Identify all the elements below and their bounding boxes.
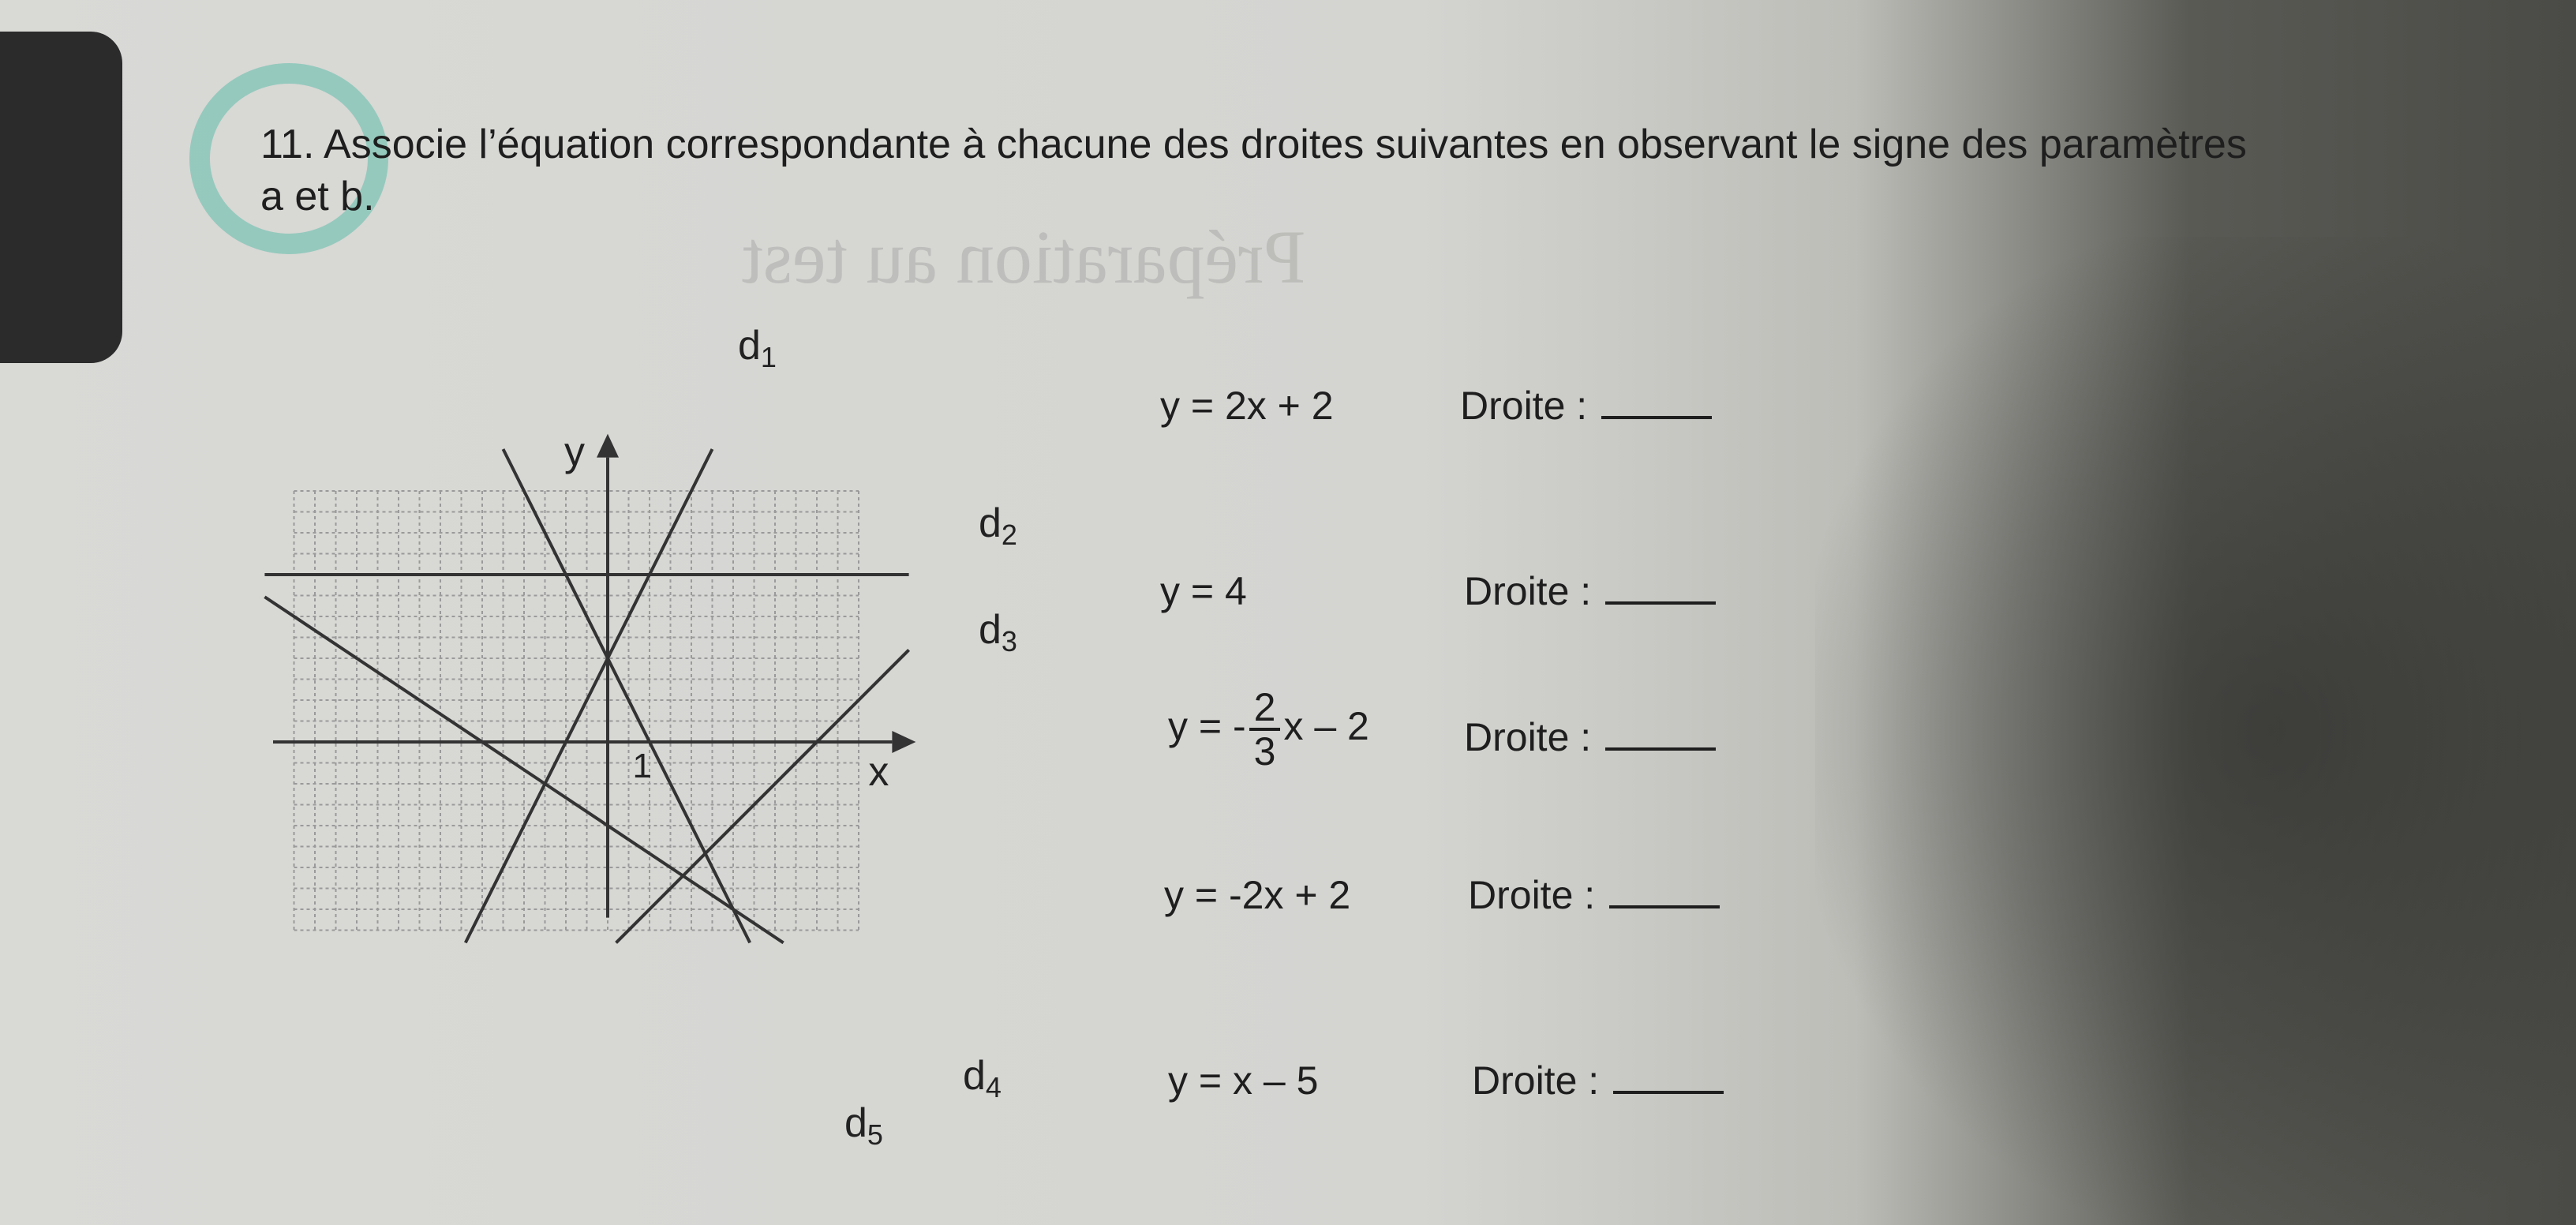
droite-label: Droite : bbox=[1460, 384, 1588, 428]
droite-answer-3[interactable] bbox=[1464, 714, 1716, 760]
answer-blank[interactable] bbox=[1609, 874, 1720, 908]
equation-5: y = x – 5 bbox=[1168, 1058, 1319, 1103]
graph-labels bbox=[564, 323, 1017, 1151]
answer-blank[interactable] bbox=[1601, 384, 1712, 419]
equation-4: y = -2x + 2 bbox=[1164, 873, 1351, 917]
droite-answer-5[interactable] bbox=[1472, 1058, 1724, 1103]
droite-label: Droite : bbox=[1464, 569, 1592, 613]
equation-prefix: y = - bbox=[1168, 704, 1246, 749]
axes bbox=[273, 434, 915, 918]
fraction bbox=[1249, 687, 1281, 772]
question-number: 11. bbox=[260, 122, 315, 167]
x-axis-label: x bbox=[868, 749, 889, 795]
fraction-numerator: 2 bbox=[1249, 687, 1281, 731]
droite-answer-2[interactable] bbox=[1464, 568, 1716, 614]
droite-label: Droite : bbox=[1472, 1058, 1600, 1103]
y-axis-label: y bbox=[564, 429, 585, 475]
y-axis-arrow bbox=[597, 434, 619, 458]
label-d3: d3 bbox=[979, 607, 1017, 657]
equation-1: y = 2x + 2 bbox=[1160, 384, 1334, 428]
answer-blank[interactable] bbox=[1605, 716, 1716, 751]
droite-label: Droite : bbox=[1468, 873, 1596, 917]
droite-answer-4[interactable] bbox=[1468, 872, 1720, 918]
droite-answer-1[interactable] bbox=[1460, 383, 1712, 429]
label-d2: d2 bbox=[979, 500, 1017, 551]
fraction-denominator: 3 bbox=[1253, 729, 1276, 774]
equation-3 bbox=[1168, 687, 1369, 772]
equation-2: y = 4 bbox=[1160, 569, 1247, 613]
answer-blank[interactable] bbox=[1613, 1059, 1724, 1094]
answer-blank[interactable] bbox=[1605, 570, 1716, 605]
droite-label: Droite : bbox=[1464, 715, 1592, 759]
label-d4: d4 bbox=[963, 1053, 1002, 1103]
label-d1: d1 bbox=[738, 323, 777, 373]
equation-suffix: x – 2 bbox=[1283, 704, 1369, 749]
x-axis-arrow bbox=[892, 731, 915, 753]
grid bbox=[294, 491, 859, 931]
unit-label: 1 bbox=[632, 747, 652, 785]
question-text: Associe l’équation correspondante à chacune des droites suivantes en observant le signe des paramètres a et b. bbox=[260, 122, 2247, 219]
label-d5: d5 bbox=[844, 1100, 883, 1151]
bleed-through-text: Préparation au test bbox=[742, 215, 1306, 299]
line-d3 bbox=[616, 650, 909, 942]
